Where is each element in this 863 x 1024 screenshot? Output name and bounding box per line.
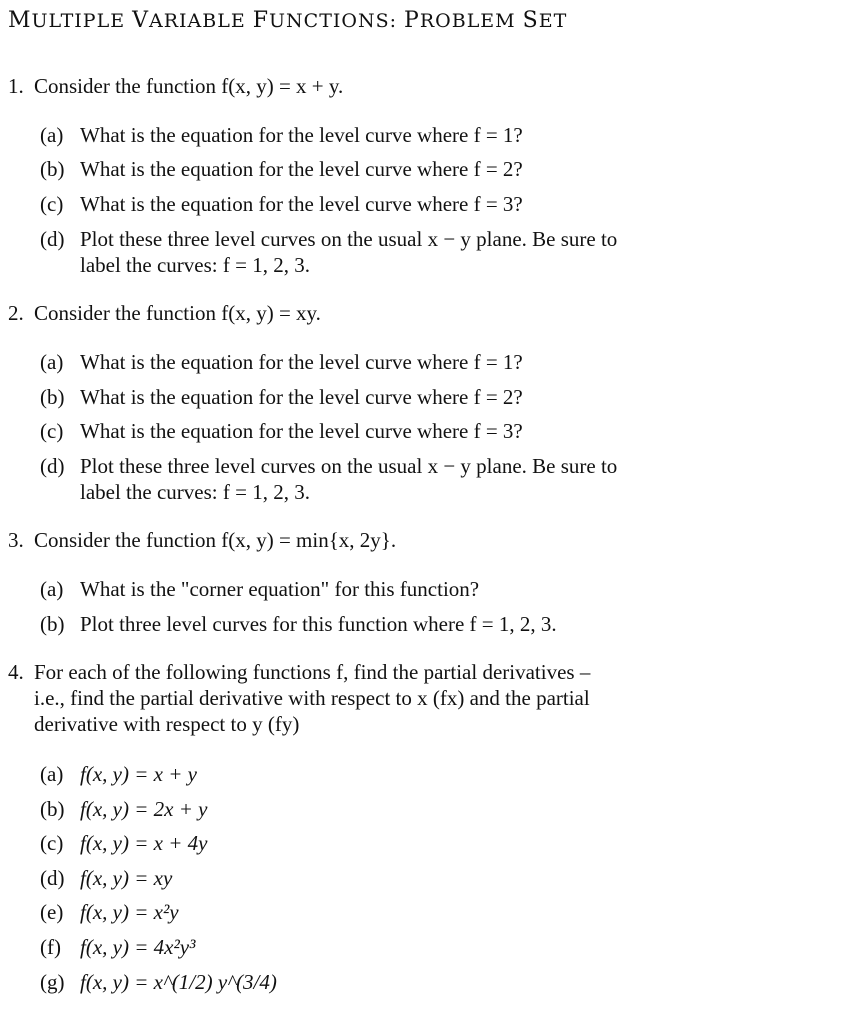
document-title: MULTIPLE VARIABLE FUNCTIONS: PROBLEM SET	[8, 8, 568, 33]
problem-2-stem: 2. Consider the function f(x, y) = xy.	[8, 301, 321, 325]
problem-4g: (g) f(x, y) = x^(1/2) y^(3/4)	[40, 970, 277, 994]
problem-4e: (e) f(x, y) = x²y	[40, 900, 179, 924]
problem-4a: (a) f(x, y) = x + y	[40, 762, 197, 786]
problem-1b: (b) What is the equation for the level curve where f = 2?	[40, 157, 523, 181]
problem-1c: (c) What is the equation for the level curve where f = 3?	[40, 192, 523, 216]
problem-3-stem: 3. Consider the function f(x, y) = min{x, 2y}.	[8, 528, 397, 552]
problem-2a: (a) What is the equation for the level curve where f = 1?	[40, 350, 523, 374]
problem-2c: (c) What is the equation for the level curve where f = 3?	[40, 419, 523, 443]
problem-2d-cont: label the curves: f = 1, 2, 3.	[80, 480, 310, 504]
problem-4d: (d) f(x, y) = xy	[40, 866, 173, 890]
problem-3a: (a) What is the "corner equation" for this function?	[40, 577, 480, 601]
problem-1a: (a) What is the equation for the level curve where f = 1?	[40, 123, 523, 147]
problem-2b: (b) What is the equation for the level curve where f = 2?	[40, 385, 523, 409]
problem-4b: (b) f(x, y) = 2x + y	[40, 797, 208, 821]
problem-4-stem-line2: i.e., find the partial derivative with respect to x (fx) and the partial	[34, 686, 590, 710]
problem-2d: (d) Plot these three level curves on the usual x − y plane. Be sure to	[40, 454, 618, 478]
problem-4f: (f) f(x, y) = 4x²y³	[40, 935, 196, 959]
problem-3b: (b) Plot three level curves for this function where f = 1, 2, 3.	[40, 612, 557, 636]
problem-1d: (d) Plot these three level curves on the usual x − y plane. Be sure to	[40, 227, 618, 251]
problem-4c: (c) f(x, y) = x + 4y	[40, 831, 208, 855]
problem-1-stem: 1. Consider the function f(x, y) = x + y.	[8, 74, 344, 98]
problem-1d-cont: label the curves: f = 1, 2, 3.	[80, 253, 310, 277]
problem-4-stem-line1: 4. For each of the following functions f, find the partial derivatives –	[8, 660, 591, 684]
problem-4-stem-line3: derivative with respect to y (fy)	[34, 712, 300, 736]
